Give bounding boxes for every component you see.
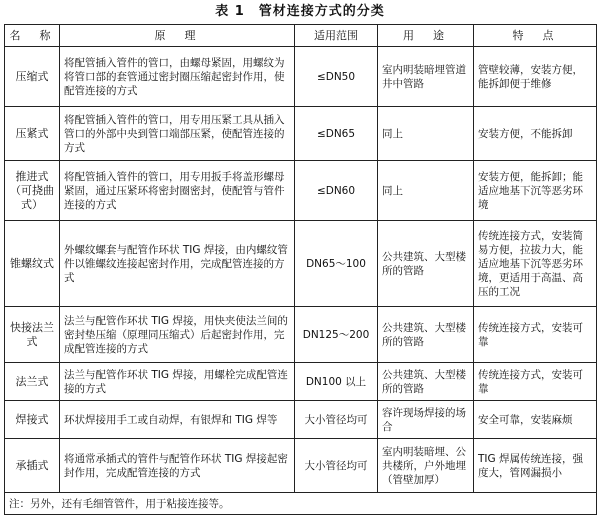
row-principle: 法兰与配管作环状 TIG 焊接，用螺栓完成配管连接的方式 <box>60 363 295 401</box>
row-name: 焊接式 <box>5 401 60 439</box>
row-name: 快接法兰式 <box>5 307 60 363</box>
row-name: 承插式 <box>5 439 60 493</box>
row-principle: 外螺纹螺套与配管作环状 TIG 焊接，由内螺纹管件以锥螺纹连接起密封作用，完成配管连接的方式 <box>60 221 295 307</box>
table-note-row <box>5 493 597 515</box>
row-principle: 将配管插入管件的管口，用专用扳手将盖形螺母紧固，通过压紧环将密封圈密封，使配管与管件连接的方式 <box>60 161 295 221</box>
row-range: 大小管径均可 <box>295 439 378 493</box>
table-title: 表 1 管材连接方式的分类 <box>215 4 385 19</box>
table-row <box>5 107 597 161</box>
row-use: 同上 <box>378 161 474 221</box>
row-range: DN125～200 <box>295 307 378 363</box>
table-note: 注：另外，还有毛细管管件，用于粘接连接等。 <box>5 493 597 515</box>
row-feature: TIG 焊属传统连接，强度大，管网漏损小 <box>474 439 597 493</box>
row-feature: 传统连接方式，安装可靠 <box>474 363 597 401</box>
table-row <box>5 47 597 107</box>
table-row <box>5 307 597 363</box>
row-range: DN100 以上 <box>295 363 378 401</box>
row-use: 公共建筑、大型楼所的管路 <box>378 221 474 307</box>
row-range: ≤DN60 <box>295 161 378 221</box>
header-feature: 特 点 <box>474 25 597 47</box>
header-principle: 原 理 <box>60 25 295 47</box>
row-name: 压紧式 <box>5 107 60 161</box>
table-row <box>5 161 597 221</box>
table-row <box>5 439 597 493</box>
row-range: ≤DN50 <box>295 47 378 107</box>
row-principle: 法兰与配管作环状 TIG 焊接，用快夹使法兰间的密封垫压缩（原理同压缩式）后起密封作用，完成配管连接的方式 <box>60 307 295 363</box>
row-use: 室内明装暗埋管道井中管路 <box>378 47 474 107</box>
header-range: 适用范围 <box>295 25 378 47</box>
row-range: 大小管径均可 <box>295 401 378 439</box>
row-use: 室内明装暗埋、公共楼所，户外地埋（管壁加厚） <box>378 439 474 493</box>
row-feature: 安装方便，不能拆卸 <box>474 107 597 161</box>
row-feature: 安装方便，能拆卸；能适应地基下沉等恶劣环境 <box>474 161 597 221</box>
table-row <box>5 363 597 401</box>
row-range: ≤DN65 <box>295 107 378 161</box>
row-principle: 将配管插入管件的管口，由螺母紧固，用螺纹为将管口部的套管通过密封圈压缩起密封作用，使配管连接的方式 <box>60 47 295 107</box>
row-feature: 传统连接方式，安装可靠 <box>474 307 597 363</box>
row-use: 公共建筑、大型楼所的管路 <box>378 363 474 401</box>
row-principle: 将配管插入管件的管口，用专用压紧工具从插入管口的外部中央到管口端部压紧，使配管连接的方式 <box>60 107 295 161</box>
row-principle: 环状焊接用手工或自动焊，有银焊和 TIG 焊等 <box>60 401 295 439</box>
row-feature: 安全可靠，安装麻烦 <box>474 401 597 439</box>
table-header-row <box>5 25 597 47</box>
row-name: 推进式（可挠曲式） <box>5 161 60 221</box>
row-feature: 传统连接方式，安装简易方便，拉拔力大，能适应地基下沉等恶劣环境，更适用于高温、高压的工况 <box>474 221 597 307</box>
row-range: DN65～100 <box>295 221 378 307</box>
row-use: 公共建筑、大型楼所的管路 <box>378 307 474 363</box>
table-row <box>5 401 597 439</box>
row-feature: 管壁较薄，安装方便，能拆卸便于维修 <box>474 47 597 107</box>
row-name: 锥螺纹式 <box>5 221 60 307</box>
row-name: 法兰式 <box>5 363 60 401</box>
row-use: 容许现场焊接的场合 <box>378 401 474 439</box>
connection-type-table <box>4 24 597 515</box>
header-use: 用 途 <box>378 25 474 47</box>
table-row <box>5 221 597 307</box>
row-name: 压缩式 <box>5 47 60 107</box>
header-name: 名 称 <box>5 25 60 47</box>
row-use: 同上 <box>378 107 474 161</box>
row-principle: 将通常承插式的管件与配管作环状 TIG 焊接起密封作用，完成配管连接的方式 <box>60 439 295 493</box>
